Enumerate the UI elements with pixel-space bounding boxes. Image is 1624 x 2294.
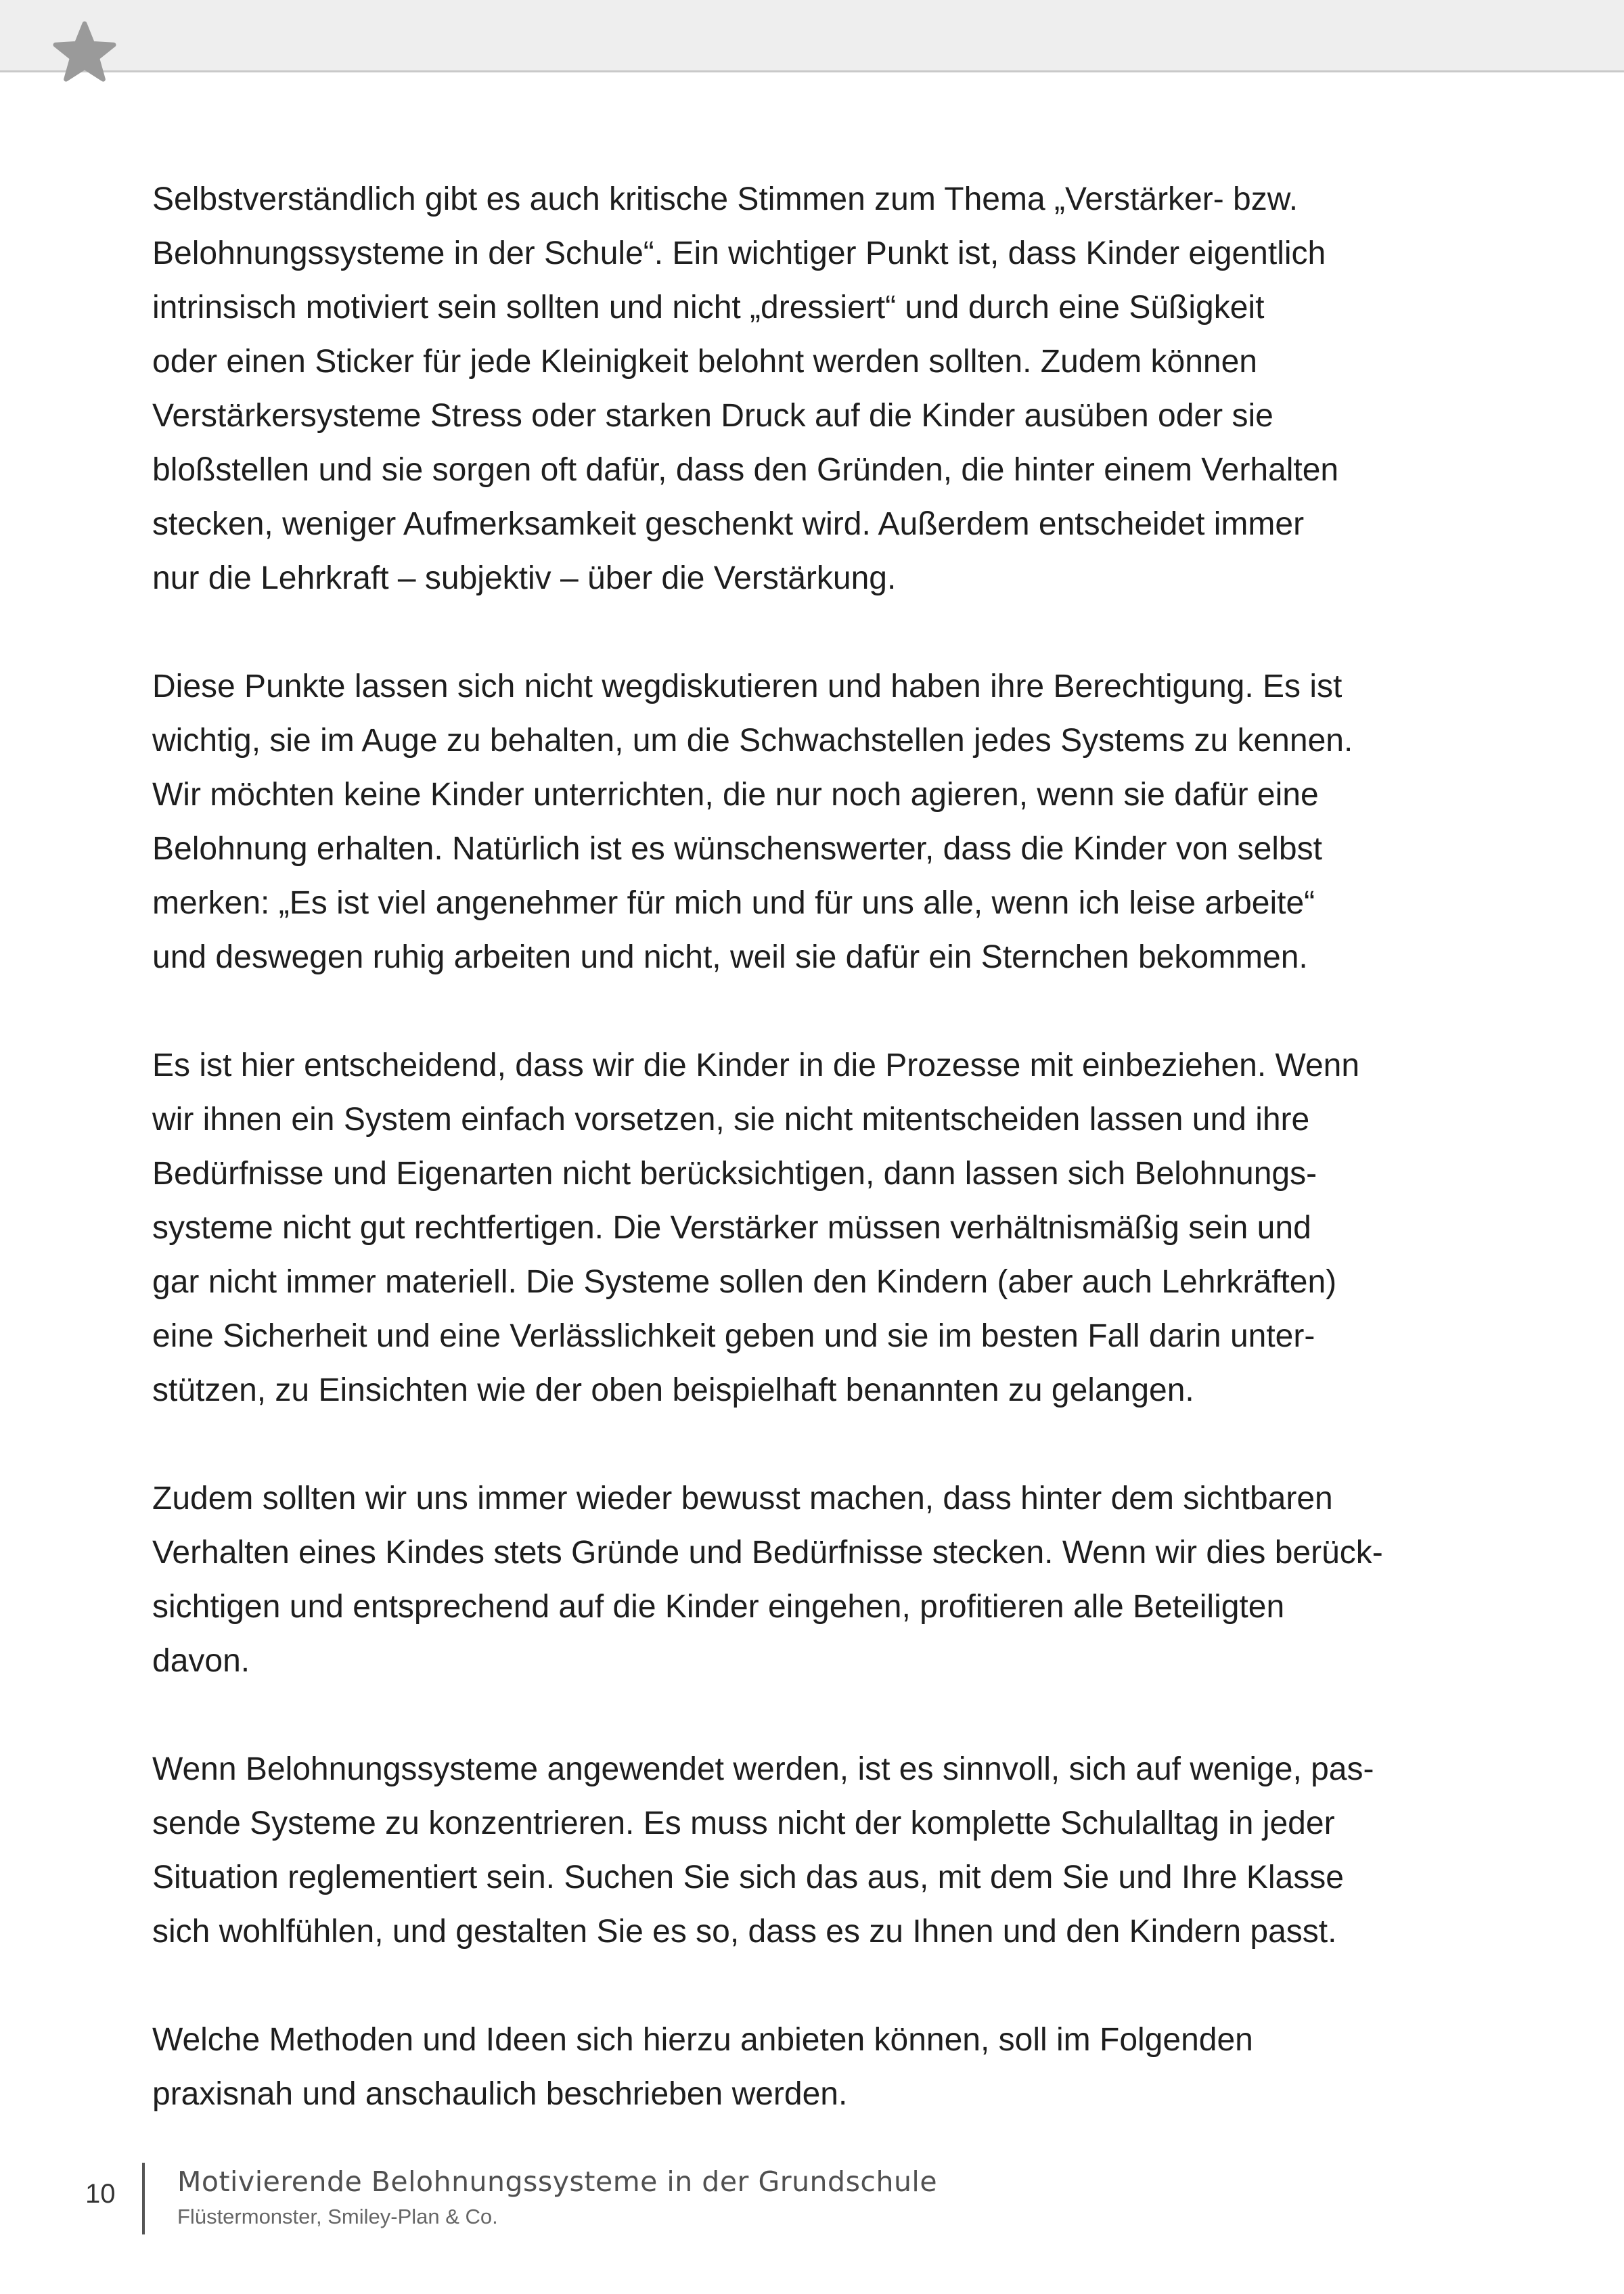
text-line: wichtig, sie im Auge zu behalten, um die Schwachstellen jedes Systems zu kennen. [152,723,1353,759]
text-line: oder einen Sticker für jede Kleinigkeit belohnt werden sollten. Zudem können [152,344,1257,380]
text-line: Bedürfnisse und Eigenarten nicht berücksichtigen, dann lassen sich Belohnungs- [152,1156,1317,1192]
text-line: stecken, weniger Aufmerksamkeit geschenkt wird. Außerdem entscheidet immer [152,506,1305,542]
text-line: gar nicht immer materiell. Die Systeme sollen den Kindern (aber auch Lehrkräften) [152,1264,1337,1300]
paragraph [152,1472,1495,1688]
text-line: stützen, zu Einsichten wie der oben beispielhaft benannten zu gelangen. [152,1372,1194,1408]
text-line: sende Systeme zu konzentrieren. Es muss nicht der komplette Schulalltag in jeder [152,1805,1335,1841]
text-line: praxisnah und anschaulich beschrieben werden. [152,2076,848,2112]
book-subtitle: Flüstermonster, Smiley-Plan & Co. [177,2205,498,2228]
text-line: intrinsisch motiviert sein sollten und nicht „dressiert“ und durch eine Süßigkeit [152,290,1265,325]
paragraph [152,660,1495,985]
text-line: davon. [152,1643,250,1679]
text-line: bloßstellen und sie sorgen oft dafür, dass den Gründen, die hinter einem Verhalten [152,452,1339,488]
paragraph [152,1039,1495,1418]
text-line: Selbstverständlich gibt es auch kritische Stimmen zum Thema „Verstärker- bzw. [152,181,1299,217]
text-line: sich wohlfühlen, und gestalten Sie es so, dass es zu Ihnen und den Kindern passt. [152,1914,1337,1950]
paragraph [152,1742,1495,1959]
text-line: Verstärkersysteme Stress oder starken Druck auf die Kinder ausüben oder sie [152,398,1273,434]
text-line: wir ihnen ein System einfach vorsetzen, sie nicht mitentscheiden lassen und ihre [152,1102,1310,1138]
header-band [0,0,1624,72]
text-line: Verhalten eines Kindes stets Gründe und Bedürfnisse stecken. Wenn wir dies berück- [152,1535,1383,1571]
text-line: merken: „Es ist viel angenehmer für mich und für uns alle, wenn ich leise arbeite“ [152,885,1315,921]
text-line: Situation reglementiert sein. Suchen Sie sich das aus, mit dem Sie und Ihre Klasse [152,1860,1344,1895]
text-line: Diese Punkte lassen sich nicht wegdiskutieren und haben ihre Berechtigung. Es ist [152,669,1343,704]
text-line: Zudem sollten wir uns immer wieder bewusst machen, dass hinter dem sichtbaren [152,1481,1333,1516]
text-line: Belohnungssysteme in der Schule“. Ein wichtiger Punkt ist, dass Kinder eigentlich [152,235,1326,271]
body-text [152,173,1495,2176]
text-line: Es ist hier entscheidend, dass wir die Kinder in die Prozesse mit einbeziehen. Wenn [152,1048,1360,1083]
text-line: systeme nicht gut rechtfertigen. Die Verstärker müssen verhältnismäßig sein und [152,1210,1311,1246]
text-line: sichtigen und entsprechend auf die Kinder eingehen, profitieren alle Beteiligten [152,1589,1285,1625]
text-line: eine Sicherheit und eine Verlässlichkeit geben und sie im besten Fall darin unter- [152,1318,1315,1354]
footer-divider [142,2163,145,2234]
page-number: 10 [85,2179,116,2209]
paragraph [152,173,1495,606]
text-line: nur die Lehrkraft – subjektiv – über die Verstärkung. [152,560,897,596]
paragraph [152,2013,1495,2121]
text-line: Wenn Belohnungssysteme angewendet werden, ist es sinnvoll, sich auf wenige, pas- [152,1751,1374,1787]
text-line: und deswegen ruhig arbeiten und nicht, weil sie dafür ein Sternchen bekommen. [152,939,1308,975]
text-line: Belohnung erhalten. Natürlich ist es wünschenswerter, dass die Kinder von selbst [152,831,1322,867]
text-line: Welche Methoden und Ideen sich hierzu anbieten können, soll im Folgenden [152,2022,1253,2058]
book-title: Motivierende Belohnungssysteme in der Grundschule [177,2165,938,2198]
text-line: Wir möchten keine Kinder unterrichten, die nur noch agieren, wenn sie dafür eine [152,777,1319,813]
star-icon [51,20,118,84]
